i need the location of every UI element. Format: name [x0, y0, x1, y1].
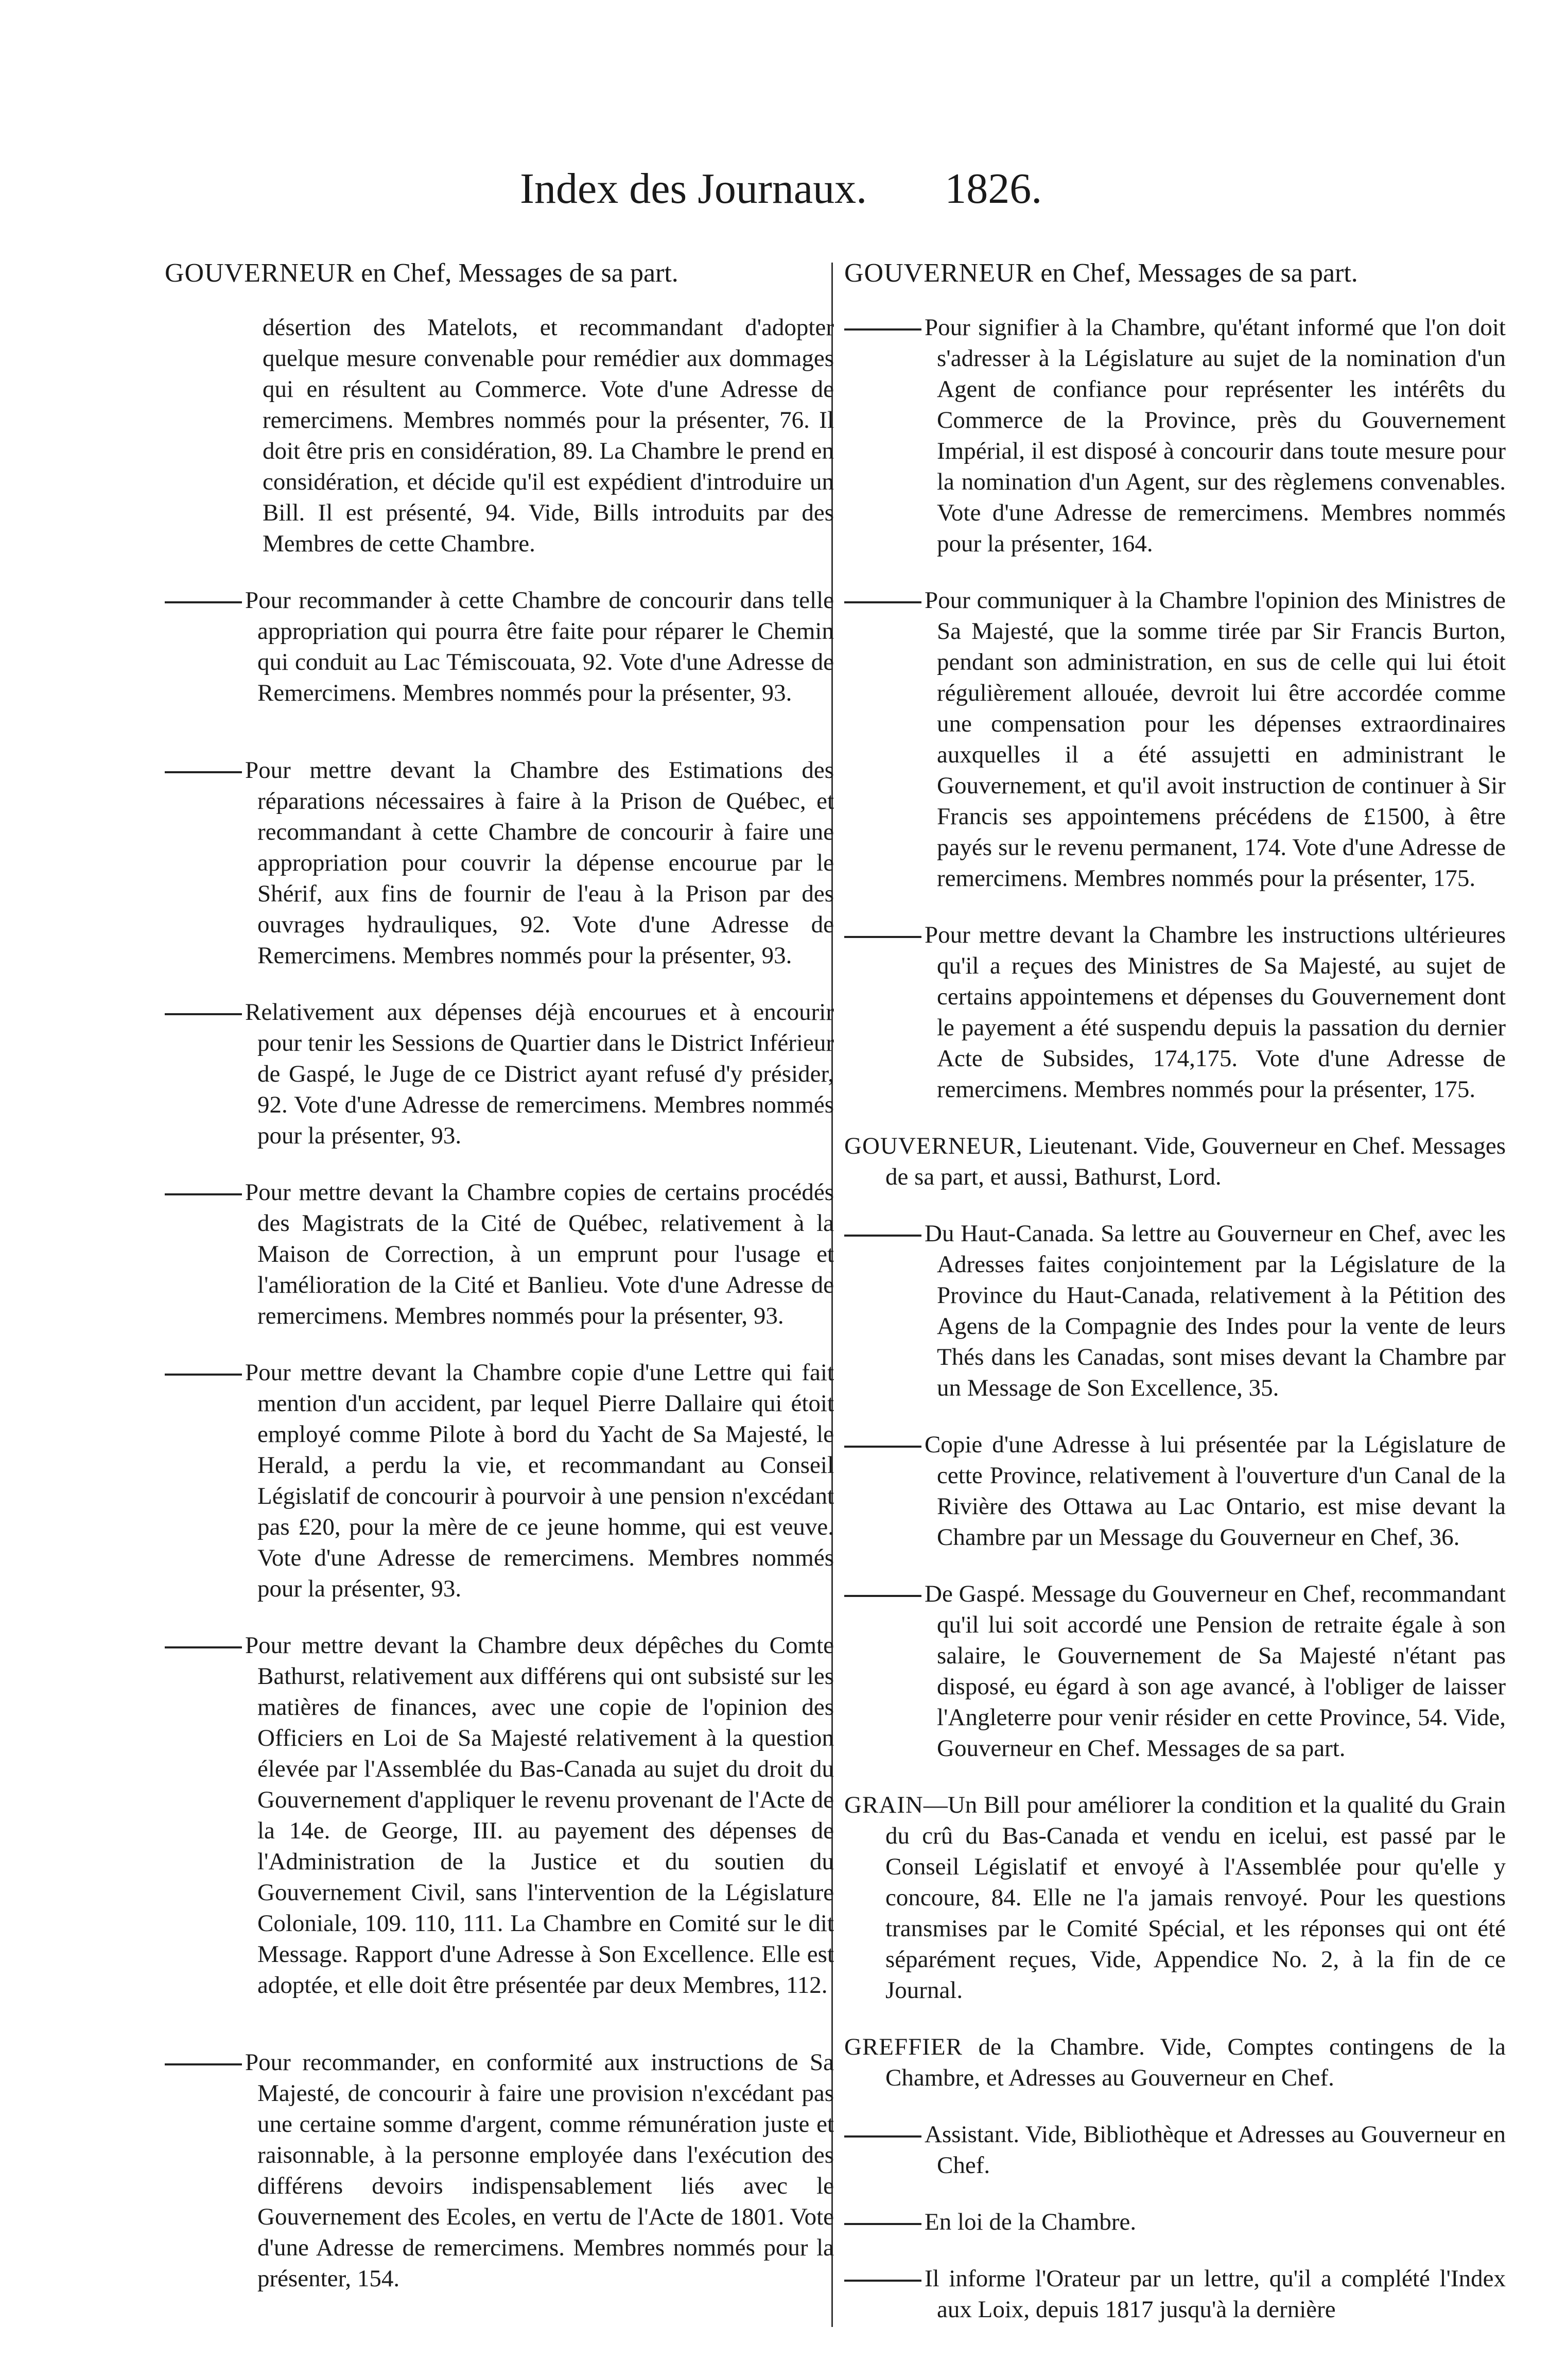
left-entry	[165, 1630, 834, 2001]
right-heading-main: GOUVERNEUR	[844, 258, 1034, 288]
left-continuation: désertion des Matelots, et recommandant d'adopter quelque mesure convenable pour remédier aux dommages qui en résultent au Commerce. Vote d'une Adresse de remercimens. Membres nommés pour la présenter, 76. Il doit être pris en considération, 89. La Chambre le prend en considération, et décide qu'il est expédient d'introduire un Bill. Il est présenté, 94. Vide, Bills introduits par des Membres de cette Chambre.	[263, 314, 834, 557]
dash-rule	[844, 936, 921, 938]
right-entry	[844, 1429, 1506, 1553]
page-year: 1826.	[945, 165, 1042, 213]
right-entry	[844, 585, 1506, 894]
right-entry	[844, 1578, 1506, 1764]
right-entry	[844, 2263, 1506, 2325]
dash-rule	[844, 1235, 921, 1237]
grain-heading-main: GRAIN	[844, 1792, 924, 1818]
entry-text: Il informe l'Orateur par un lettre, qu'il a complété l'Index aux Loix, depuis 1817 jusqu'à la dernière	[925, 2265, 1506, 2323]
page-title: Index des Journaux.	[520, 165, 867, 213]
dash-rule	[844, 2280, 921, 2282]
grain-heading-rest: —Un Bill pour améliorer la condition et la qualité du Grain du crû du Bas-Canada et vendu en icelui, est passé par le Conseil Législatif et envoyé à l'Assemblée pour qu'elle y concoure, 84. Elle ne l'a jamais renvoyé. Pour les questions transmises par le Comité Spécial, et les réponses qui ont été séparément reçues, Vide, Appendice No. 2, à la fin de ce Journal.	[885, 1792, 1506, 2004]
right-heading-rest: en Chef, Messages de sa part.	[1040, 258, 1358, 288]
dash-rule	[165, 771, 242, 773]
entry-text: Pour mettre devant la Chambre deux dépêches du Comte Bathurst, relativement aux différens qui ont subsisté sur les matières de finances, avec une copie de l'opinion des Officiers en Loi de Sa Majesté relativement à la question élevée par l'Assemblée du Bas-Canada au sujet du droit du Gouvernement d'appliquer le revenu provenant de l'Acte de la 14e. de George, III. au payement des dépenses de l'Administration de la Justice et du soutien du Gouvernement Civil, sans l'intervention de la Législature Coloniale, 109. 110, 111. La Chambre en Comité sur le dit Message. Rapport d'une Adresse à Son Excellence. Elle est adoptée, et elle doit être présentée par deux Membres, 112.	[245, 1632, 834, 1999]
entry-text: Pour mettre devant la Chambre des Estimations des réparations nécessaires à faire à la Prison de Québec, et recommandant à cette Chambre de concourir à faire une appropriation pour couvrir la dépense encourue par le Shérif, aux fins de fournir de l'eau à la Prison par des ouvrages hydrauliques, 92. Vote d'une Adresse de Remercimens. Membres nommés pour la présenter, 93.	[245, 757, 834, 969]
dash-rule	[844, 2223, 921, 2225]
entry-text: Relativement aux dépenses déjà encourues et à encourir pour tenir les Sessions de Quartier dans le District Inférieur de Gaspé, le Juge de ce District ayant refusé d'y présider, 92. Vote d'une Adresse de remercimens. Membres nommés pour la présenter, 93.	[245, 999, 834, 1149]
right-heading	[844, 257, 1506, 289]
lieutenant-heading-rest: Lieutenant. Vide, Gouverneur en Chef. Messages de sa part, et aussi, Bathurst, Lord.	[885, 1133, 1506, 1190]
dash-rule	[165, 1193, 242, 1195]
right-entry	[844, 1218, 1506, 1403]
entry-text: Pour mettre devant la Chambre copie d'une Lettre qui fait mention d'un accident, par lequel Pierre Dallaire qui étoit employé comme Pilote à bord du Yacht de Sa Majesté, le Herald, a perdu la vie, et recommandant au Conseil Législatif de concourir à pourvoir à une pension n'excédant pas £20, pour la mère de ce jeune homme, qui est veuve. Vote d'une Adresse de remercimens. Membres nommés pour la présenter, 93.	[245, 1359, 834, 1602]
right-entry	[844, 2119, 1506, 2181]
page-header	[520, 164, 1138, 214]
greffier-heading	[844, 2031, 1506, 2093]
left-entry	[165, 997, 834, 1151]
dash-rule	[165, 1646, 242, 1648]
lieutenant-heading-main: GOUVERNEUR,	[844, 1133, 1023, 1159]
entry-text: Pour recommander, en conformité aux instructions de Sa Majesté, de concourir à faire une provision n'excédant pas une certaine somme d'argent, comme rémunération juste et raisonnable, à la personne employée dans l'exécution des différens devoirs indispensablement liés avec le Gouvernement des Ecoles, en vertu de l'Acte de 1801. Vote d'une Adresse de remercimens. Membres nommés pour la présenter, 154.	[245, 2049, 834, 2292]
entry-text: En loi de la Chambre.	[925, 2209, 1137, 2235]
right-entry	[844, 312, 1506, 559]
entry-text: Pour mettre devant la Chambre copies de certains procédés des Magistrats de la Cité de Québec, relativement à la Maison de Correction, à un emprunt pour l'usage et l'amélioration de la Cité et Banlieu. Vote d'une Adresse de remercimens. Membres nommés pour la présenter, 93.	[245, 1179, 834, 1329]
right-entry	[844, 2207, 1506, 2237]
entry-text: De Gaspé. Message du Gouverneur en Chef, recommandant qu'il lui soit accordé une Pension de retraite égale à son salaire, le Gouvernement de Sa Majesté n'étant pas disposé, eu égard à son age avancé, à l'obliger de laisser l'Angleterre pour venir résider en cette Province, 54. Vide, Gouverneur en Chef. Messages de sa part.	[925, 1580, 1506, 1762]
left-entry	[165, 1357, 834, 1604]
entry-text: Pour recommander à cette Chambre de concourir dans telle appropriation qui pourra être faite pour réparer le Chemin qui conduit au Lac Témiscouata, 92. Vote d'une Adresse de Remercimens. Membres nommés pour la présenter, 93.	[245, 587, 834, 706]
entry-text: Du Haut-Canada. Sa lettre au Gouverneur en Chef, avec les Adresses faites conjointement par la Législature de la Province du Haut-Canada, relativement à la Pétition des Agens de la Compagnie des Indes pour la vente de leurs Thés dans les Canadas, sont mises devant la Chambre par un Message de Son Excellence, 35.	[925, 1220, 1506, 1401]
left-entry	[165, 755, 834, 971]
left-heading	[165, 257, 834, 289]
entry-text: Pour communiquer à la Chambre l'opinion des Ministres de Sa Majesté, que la somme tirée par Sir Francis Burton, pendant son administration, en sus de celle qui lui étoit régulièrement allouée, devroit lui être accordée comme une compensation pour les dépenses extraordinaires auxquelles il a été assujetti en administrant le Gouvernement, et qu'il avoit instruction de continuer à Sir Francis ses appointemens précédens de £1500, à être payés sur le revenu permanent, 174. Vote d'une Adresse de remercimens. Membres nommés pour la présenter, 175.	[925, 587, 1506, 892]
dash-rule	[844, 328, 921, 331]
dash-rule	[165, 1013, 242, 1015]
left-entry	[165, 2047, 834, 2294]
dash-rule	[844, 601, 921, 603]
right-column	[844, 257, 1506, 2351]
grain-entry	[844, 1790, 1506, 2006]
greffier-heading-main: GREFFIER	[844, 2034, 963, 2060]
left-heading-main: GOUVERNEUR	[165, 258, 355, 288]
lieutenant-heading	[844, 1131, 1506, 1192]
dash-rule	[165, 2063, 242, 2065]
greffier-heading-rest: de la Chambre. Vide, Comptes contingens de la Chambre, et Adresses au Gouverneur en Chef.	[885, 2034, 1506, 2091]
entry-text: Assistant. Vide, Bibliothèque et Adresses au Gouverneur en Chef.	[925, 2121, 1506, 2179]
dash-rule	[844, 1595, 921, 1597]
right-entry	[844, 919, 1506, 1105]
entry-text: Copie d'une Adresse à lui présentée par la Législature de cette Province, relativement à l'ouverture d'un Canal de la Rivière des Ottawa au Lac Ontario, est mise devant la Chambre par un Message du Gouverneur en Chef, 36.	[925, 1431, 1506, 1551]
dash-rule	[165, 601, 242, 603]
dash-rule	[844, 2135, 921, 2138]
left-entry	[165, 1177, 834, 1331]
left-heading-rest: en Chef, Messages de sa part.	[361, 258, 678, 288]
entry-text: Pour signifier à la Chambre, qu'étant informé que l'on doit s'adresser à la Législature au sujet de la nomination d'un Agent de confiance pour représenter les intérêts du Commerce de la Province, près du Gouvernement Impérial, il est disposé à concourir dans toute mesure pour la nomination d'un Agent, sur des règlemens convenables. Vote d'une Adresse de remercimens. Membres nommés pour la présenter, 164.	[925, 314, 1506, 557]
left-column	[165, 257, 834, 2320]
dash-rule	[844, 1446, 921, 1448]
dash-rule	[165, 1374, 242, 1376]
left-entry	[165, 585, 834, 708]
entry-text: Pour mettre devant la Chambre les instructions ultérieures qu'il a reçues des Ministres de Sa Majesté, au sujet de certains appointemens et dépenses du Gouvernement dont le payement a été suspendu depuis la passation du dernier Acte de Subsides, 174,175. Vote d'une Adresse de remercimens. Membres nommés pour la présenter, 175.	[925, 922, 1506, 1103]
